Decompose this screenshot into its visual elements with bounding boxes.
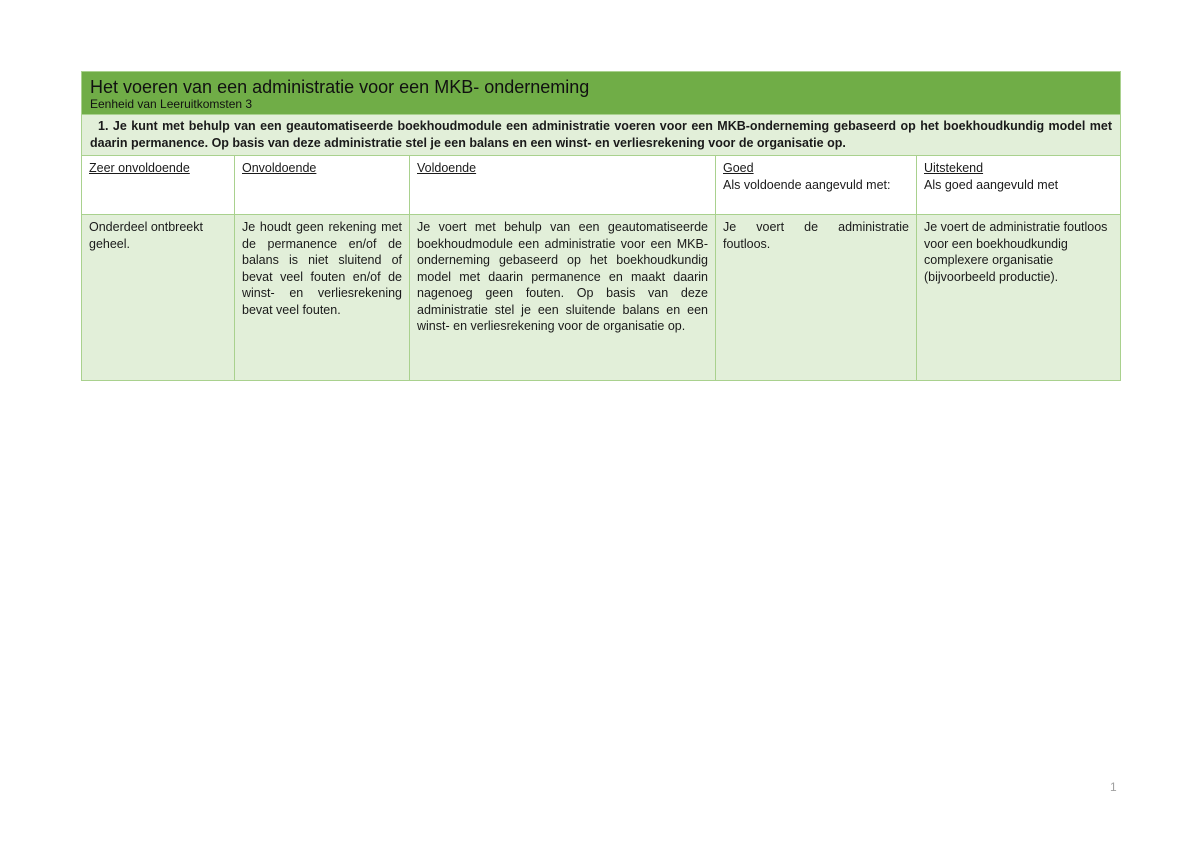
rubric-table (81, 71, 1121, 381)
level-header-zeer-onvoldoende (82, 156, 235, 215)
level-description-row (82, 215, 1121, 381)
level-description-uitstekend: Je voert de administratie foutloos voor een boekhoudkundig complexere organisatie (bijvoorbeeld productie). (917, 215, 1121, 381)
page-subtitle: Eenheid van Leeruitkomsten 3 (90, 97, 253, 111)
page-title: Het voeren van een administratie voor een MKB- onderneming (90, 77, 590, 97)
objective-cell (82, 115, 1121, 156)
objective-number: 1. (98, 119, 109, 133)
level-description-voldoende: Je voert met behulp van een geautomatiseerde boekhoudmodule een administratie voor een MKB-onderneming gebaseerd op het boekhoudkundig model met daarin permanence en maakt daarin nagenoeg geen fouten. Op basis van deze administratie stel je een sluitende balans en een winst- en verliesrekening voor de organisatie op. (410, 215, 716, 381)
level-header-goed (716, 156, 917, 215)
level-description-zeer-onvoldoende: Onderdeel ontbreekt geheel. (82, 215, 235, 381)
level-note: Als goed aangevuld met (924, 177, 1059, 192)
level-label: Uitstekend (924, 161, 984, 175)
level-header-uitstekend (917, 156, 1121, 215)
level-label: Onvoldoende (242, 161, 317, 175)
level-label: Voldoende (417, 161, 477, 175)
level-header-row (82, 156, 1121, 215)
title-row (82, 72, 1121, 115)
level-label: Goed (723, 161, 754, 175)
level-note: Als voldoende aangevuld met: (723, 177, 891, 192)
objective-row (82, 115, 1121, 156)
level-description-onvoldoende: Je houdt geen rekening met de permanence en/of de balans is niet sluitend of bevat veel fouten en/of de winst- en verliesrekening bevat veel fouten. (235, 215, 410, 381)
level-header-voldoende (410, 156, 716, 215)
level-description-goed: Je voert de administratie foutloos. (716, 215, 917, 381)
level-header-onvoldoende (235, 156, 410, 215)
level-label: Zeer onvoldoende (89, 161, 190, 175)
page-number: 1 (1110, 780, 1117, 794)
objective-text: Je kunt met behulp van een geautomatiseerde boekhoudmodule een administratie voeren voor een MKB-onderneming gebaseerd op het boekhoudkundig model met daarin permanence. Op basis van deze administratie stel je een balans en een winst- en verliesrekening voor de organisatie op. (90, 119, 1113, 150)
title-cell (82, 72, 1121, 115)
